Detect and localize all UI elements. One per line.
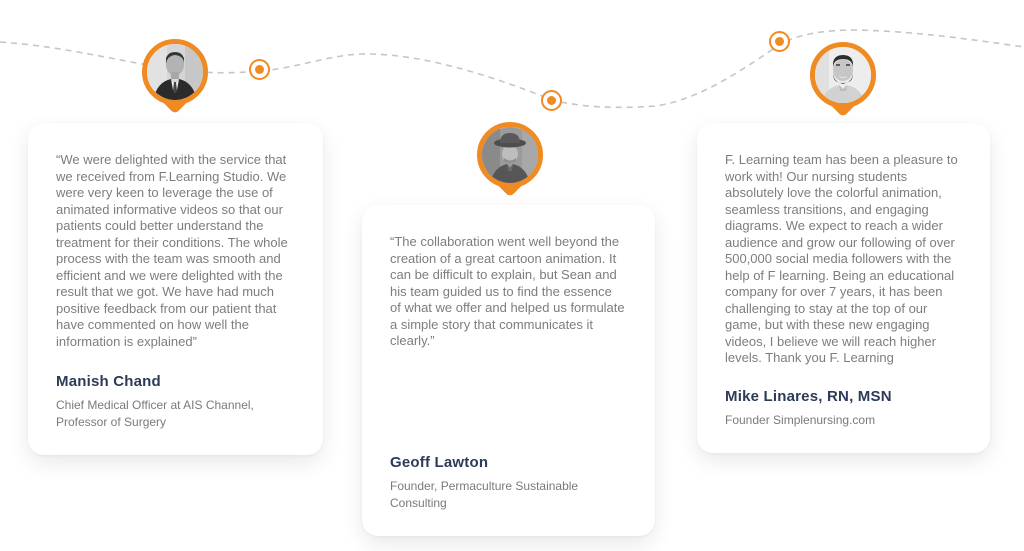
wave-ring-dot-icon xyxy=(249,59,270,80)
wave-ring-dot-icon xyxy=(769,31,790,52)
portrait-man-in-suit-icon xyxy=(147,44,203,100)
testimonial-card-mike-linares xyxy=(697,123,990,453)
testimonial-author xyxy=(725,388,960,429)
avatar-pin-manish-chand xyxy=(142,39,208,105)
testimonial-quote: “The collaboration went well beyond the creation of a great cartoon animation. It can be difficult to explain, but Sean and his team guided us to find the essence of what we offer and helped us formulate a simple story that communicates it clearly.” xyxy=(390,234,625,348)
wave-ring-dot-icon xyxy=(541,90,562,111)
testimonial-author xyxy=(56,373,293,431)
wave-dot-core xyxy=(775,37,784,46)
testimonial-card-manish-chand xyxy=(28,123,323,455)
avatar-pin-geoff-lawton xyxy=(477,122,543,188)
avatar xyxy=(810,42,876,108)
author-name: Geoff Lawton xyxy=(390,454,489,471)
testimonial-card-geoff-lawton xyxy=(362,205,655,536)
author-title: Founder, Permaculture Sustainable Consulting xyxy=(390,479,579,510)
wave-dot-core xyxy=(255,65,264,74)
wave-dot-core xyxy=(547,96,556,105)
author-name: Manish Chand xyxy=(56,373,161,390)
avatar-pin-mike-linares xyxy=(810,42,876,108)
author-name: Mike Linares, RN, MSN xyxy=(725,388,892,405)
testimonial-author xyxy=(390,454,625,512)
testimonial-quote: “We were delighted with the service that we received from F.Learning Studio. We were very keen to leverage the use of animated informative videos so that our patients could better understand the treatment for their conditions. The whole process with the team was smooth and efficient and we were delighted with the result that we got. We have had much positive feedback from our patient that have commented on how well the information is explained” xyxy=(56,152,288,349)
avatar xyxy=(477,122,543,188)
avatar xyxy=(142,39,208,105)
portrait-man-with-hat-icon xyxy=(482,127,538,183)
author-title: Chief Medical Officer at AIS Channel, Professor of Surgery xyxy=(56,398,254,429)
testimonial-quote: F. Learning team has been a pleasure to work with! Our nursing students absolutely love the colorful animation, seamless transitions, and engaging diagrams. We expect to reach a wider audience and grow our following of over 500,000 social media followers with the help of F learning. Being an educational company for over 7 years, it has been challenging to stay at the top of our game, but with these new engaging videos, I believe we will reach higher levels. Thank you F. Learning xyxy=(725,152,958,365)
author-title: Founder Simplenursing.com xyxy=(725,413,876,427)
portrait-smiling-man-with-beard-icon xyxy=(815,47,871,103)
